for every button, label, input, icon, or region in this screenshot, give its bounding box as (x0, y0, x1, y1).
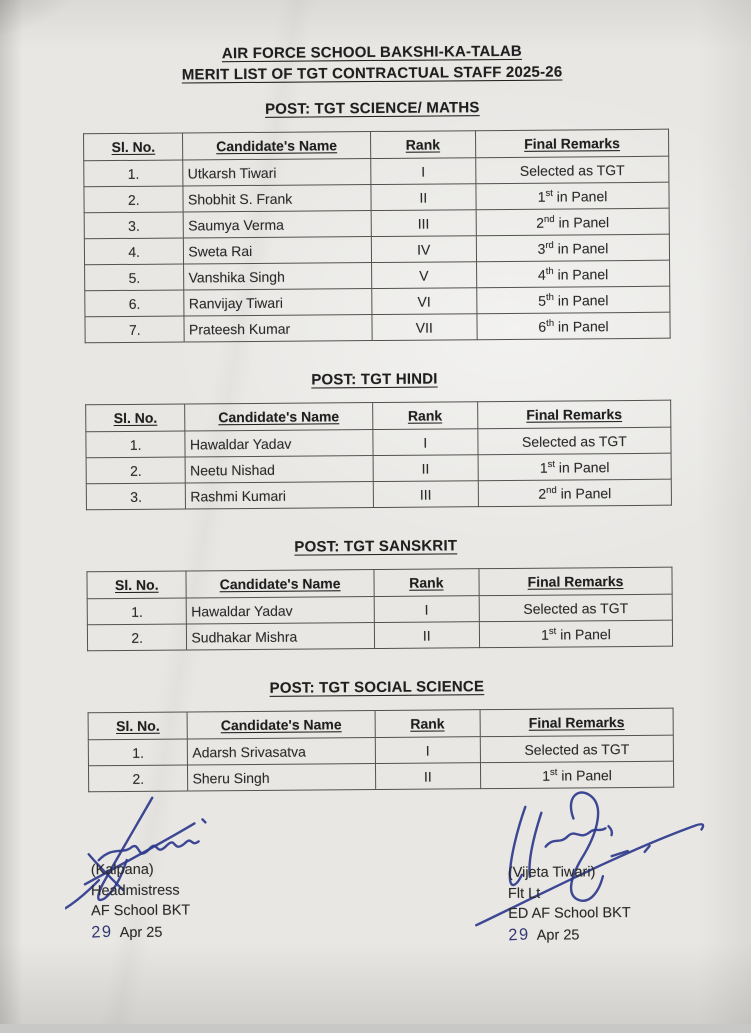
table-row (85, 312, 670, 343)
column-header-label: Final Remarks (524, 135, 620, 152)
final-remark-text: 2 (536, 214, 544, 230)
final-remark-text: Selected as TGT (523, 600, 628, 617)
final-remark-text: 5 (538, 292, 546, 308)
cell-candidate-name (188, 764, 375, 791)
cell-candidate-name (183, 159, 370, 186)
cell-rank-text: VI (417, 293, 430, 309)
cell-sl-no-text: 4. (128, 243, 140, 259)
table-row (88, 761, 673, 792)
cell-rank-text: III (420, 486, 432, 502)
cell-sl-no (87, 598, 187, 625)
cell-sl-no-text: 2. (130, 462, 142, 478)
signature-area (2, 787, 751, 1033)
cell-rank (374, 622, 479, 649)
cell-final-remarks (477, 312, 670, 340)
signatory-organization: ED AF School BKT (508, 903, 631, 924)
cell-final-remarks (478, 453, 671, 481)
cell-final-remarks (480, 735, 673, 763)
cell-rank-text: II (423, 627, 431, 643)
cell-sl-no (87, 624, 187, 651)
column-header-label: Candidate's Name (221, 716, 342, 733)
post-title: POST: TGT SOCIAL SCIENCE (1, 674, 751, 701)
cell-final-remarks (476, 208, 669, 236)
cell-rank (372, 429, 477, 456)
final-remark-suffix: in Panel (554, 318, 609, 334)
cell-rank (371, 184, 476, 211)
cell-rank (371, 236, 476, 263)
cell-candidate-name-text: Neetu Nishad (190, 461, 275, 478)
cell-candidate-name (183, 185, 370, 212)
cell-sl-no-text: 2. (132, 770, 144, 786)
cell-sl-no (86, 457, 186, 484)
cell-rank (372, 314, 477, 341)
cell-final-remarks (476, 234, 669, 262)
column-header-label: Sl. No. (116, 718, 160, 734)
cell-sl-no-text: 2. (128, 191, 140, 207)
cell-rank-text: IV (417, 241, 430, 257)
final-remark-suffix: in Panel (557, 485, 612, 501)
final-remark-suffix: in Panel (554, 240, 609, 256)
cell-candidate-name (184, 237, 371, 264)
handwritten-date-day: 29 (91, 921, 113, 942)
cell-candidate-name (188, 738, 375, 765)
handwritten-date-day: 29 (508, 924, 530, 945)
cell-sl-no-text: 6. (129, 295, 141, 311)
final-remark-text: 4 (538, 266, 546, 282)
cell-rank-text: II (424, 768, 432, 784)
post-title: POST: TGT HINDI (0, 366, 750, 393)
cell-sl-no (84, 186, 184, 213)
column-header-label: Rank (410, 715, 444, 731)
final-remark-text: Selected as TGT (520, 162, 625, 179)
column-header-label: Sl. No. (114, 410, 158, 426)
cell-sl-no (84, 160, 184, 187)
cell-rank (371, 288, 476, 315)
cell-candidate-name-text: Prateesh Kumar (189, 320, 290, 337)
final-remark-superscript: st (550, 766, 557, 777)
column-header-label: Candidate's Name (220, 575, 341, 592)
cell-candidate-name (184, 211, 371, 238)
merit-table (83, 129, 671, 344)
column-header (374, 569, 480, 597)
cell-candidate-name-text: Rashmi Kumari (190, 487, 286, 504)
cell-candidate-name-text: Sweta Rai (188, 242, 252, 259)
cell-candidate-name (185, 430, 372, 457)
cell-rank (371, 262, 476, 289)
cell-candidate-name (184, 263, 371, 290)
column-header-label: Rank (406, 136, 440, 152)
column-header-label: Candidate's Name (216, 137, 337, 154)
cell-final-remarks (477, 286, 670, 314)
cell-candidate-name (184, 315, 371, 342)
cell-sl-no-text: 3. (130, 488, 142, 504)
cell-candidate-name-text: Sudhakar Mishra (191, 628, 297, 645)
signatory-name: (Kalpana) (91, 859, 190, 880)
post-section (0, 533, 751, 652)
cell-rank-text: III (418, 215, 430, 231)
column-header (87, 571, 187, 599)
cell-sl-no-text: 1. (132, 744, 144, 760)
final-remark-text: 3 (537, 240, 545, 256)
cell-candidate-name-text: Hawaldar Yadav (191, 602, 293, 619)
final-remark-superscript: st (549, 625, 556, 636)
column-header (186, 570, 373, 598)
column-header-label: Sl. No. (112, 139, 156, 155)
table-row (86, 479, 671, 510)
final-remark-text: 6 (538, 318, 546, 334)
column-header-label: Final Remarks (529, 714, 625, 731)
cell-sl-no-text: 1. (130, 436, 142, 452)
cell-candidate-name-text: Saumya Verma (188, 216, 284, 233)
cell-rank-text: II (419, 189, 427, 205)
column-header (478, 400, 671, 429)
cell-final-remarks (480, 761, 673, 789)
column-header (185, 403, 372, 431)
cell-candidate-name-text: Adarsh Srivasatva (192, 743, 306, 760)
cell-rank-text: I (423, 434, 427, 450)
signatory-organization: AF School BKT (91, 900, 190, 921)
final-remark-text: Selected as TGT (524, 741, 629, 758)
final-remark-superscript: st (548, 458, 555, 469)
post-title: POST: TGT SANSKRIT (0, 533, 751, 560)
cell-rank-text: V (419, 267, 428, 283)
post-title: POST: TGT SCIENCE/ MATHS (0, 95, 748, 122)
cell-rank-text: I (425, 601, 429, 617)
final-remark-suffix: in Panel (555, 214, 610, 230)
cell-sl-no (86, 431, 186, 458)
signatory-name: (Vijeta Tiwari) (508, 862, 631, 883)
cell-candidate-name-text: Utkarsh Tiwari (188, 164, 277, 181)
final-remark-suffix: in Panel (555, 459, 610, 475)
cell-sl-no (84, 238, 184, 265)
cell-final-remarks (476, 156, 669, 184)
final-remark-text: 1 (538, 188, 546, 204)
column-header (479, 567, 672, 596)
cell-sl-no-text: 1. (128, 165, 140, 181)
document-title-line1: AIR FORCE SCHOOL BAKSHI-KA-TALAB (0, 39, 747, 66)
post-section (0, 366, 751, 511)
cell-rank (375, 763, 480, 790)
cell-final-remarks (478, 427, 671, 455)
final-remark-superscript: th (546, 317, 554, 328)
column-header-label: Rank (408, 407, 442, 423)
column-header-label: Candidate's Name (218, 408, 339, 425)
signature-block-headmistress (91, 859, 191, 943)
cell-sl-no-text: 7. (129, 321, 141, 337)
signatory-role: Flt Lt (508, 883, 631, 904)
cell-rank-text: II (421, 460, 429, 476)
merit-table (86, 567, 673, 652)
signature-block-ed (508, 862, 631, 946)
column-header (86, 404, 186, 432)
document-title-line2: MERIT LIST OF TGT CONTRACTUAL STAFF 2025-26 (0, 60, 748, 87)
column-header-label: Sl. No. (115, 577, 159, 593)
post-section (0, 95, 750, 344)
cell-final-remarks (476, 260, 669, 288)
column-header (183, 132, 370, 160)
final-remark-superscript: st (545, 187, 552, 198)
cell-candidate-name (187, 597, 374, 624)
final-remark-suffix: in Panel (554, 266, 609, 282)
final-remark-text: 2 (538, 485, 546, 501)
cell-candidate-name-text: Vanshika Singh (189, 268, 285, 285)
cell-sl-no-text: 2. (131, 629, 143, 645)
merit-list-sections (0, 95, 751, 793)
cell-candidate-name-text: Sheru Singh (192, 769, 269, 786)
cell-candidate-name (185, 456, 372, 483)
cell-sl-no-text: 5. (128, 269, 140, 285)
final-remark-suffix: in Panel (556, 626, 611, 642)
signature-date (508, 924, 631, 946)
cell-candidate-name-text: Hawaldar Yadav (190, 435, 292, 452)
cell-final-remarks (479, 620, 672, 648)
cell-sl-no (88, 765, 188, 792)
cell-sl-no (84, 212, 184, 239)
column-header (84, 133, 184, 161)
final-remark-superscript: th (546, 265, 554, 276)
table-row (87, 620, 672, 651)
cell-rank-text: VII (416, 319, 433, 335)
cell-rank (373, 481, 478, 508)
final-remark-text: 1 (541, 626, 549, 642)
final-remark-superscript: rd (545, 239, 554, 250)
cell-rank-text: I (421, 163, 425, 179)
final-remark-superscript: th (546, 291, 554, 302)
column-header-label: Final Remarks (526, 406, 622, 423)
column-header (475, 129, 668, 158)
post-section (1, 674, 751, 793)
cell-sl-no (88, 739, 188, 766)
cell-candidate-name (187, 623, 374, 650)
cell-sl-no (85, 264, 185, 291)
cell-rank (373, 455, 478, 482)
column-header (480, 708, 673, 737)
signature-date (91, 921, 190, 943)
cell-sl-no (86, 483, 186, 510)
cell-final-remarks (478, 479, 671, 507)
final-remark-superscript: nd (544, 213, 555, 224)
column-header-label: Final Remarks (528, 573, 624, 590)
cell-final-remarks (479, 594, 672, 622)
document-header (0, 0, 748, 87)
cell-rank (370, 158, 475, 185)
date-month-year: Apr 25 (537, 927, 580, 943)
merit-table (88, 708, 675, 793)
final-remark-superscript: nd (546, 484, 557, 495)
date-month-year: Apr 25 (120, 924, 163, 940)
column-header (88, 712, 188, 740)
column-header (188, 711, 375, 739)
cell-rank (374, 596, 479, 623)
merit-table (85, 400, 672, 511)
final-remark-suffix: in Panel (557, 767, 612, 783)
cell-rank (371, 210, 476, 237)
final-remark-text: 1 (540, 459, 548, 475)
cell-final-remarks (476, 182, 669, 210)
cell-sl-no-text: 1. (131, 603, 143, 619)
final-remark-text: Selected as TGT (522, 433, 627, 450)
column-header (375, 710, 481, 738)
final-remark-suffix: in Panel (554, 292, 609, 308)
signatory-role: Headmistress (91, 880, 190, 901)
cell-candidate-name (186, 482, 373, 509)
cell-sl-no (85, 290, 185, 317)
column-header (370, 131, 476, 159)
cell-candidate-name-text: Ranvijay Tiwari (189, 294, 283, 311)
cell-rank (375, 737, 480, 764)
final-remark-text: 1 (542, 767, 550, 783)
cell-candidate-name-text: Shobhit S. Frank (188, 190, 292, 207)
cell-rank-text: I (426, 742, 430, 758)
cell-candidate-name (184, 289, 371, 316)
column-header (372, 402, 478, 430)
cell-sl-no (85, 316, 185, 343)
final-remark-suffix: in Panel (553, 188, 608, 204)
column-header-label: Rank (409, 574, 443, 590)
cell-sl-no-text: 3. (128, 217, 140, 233)
